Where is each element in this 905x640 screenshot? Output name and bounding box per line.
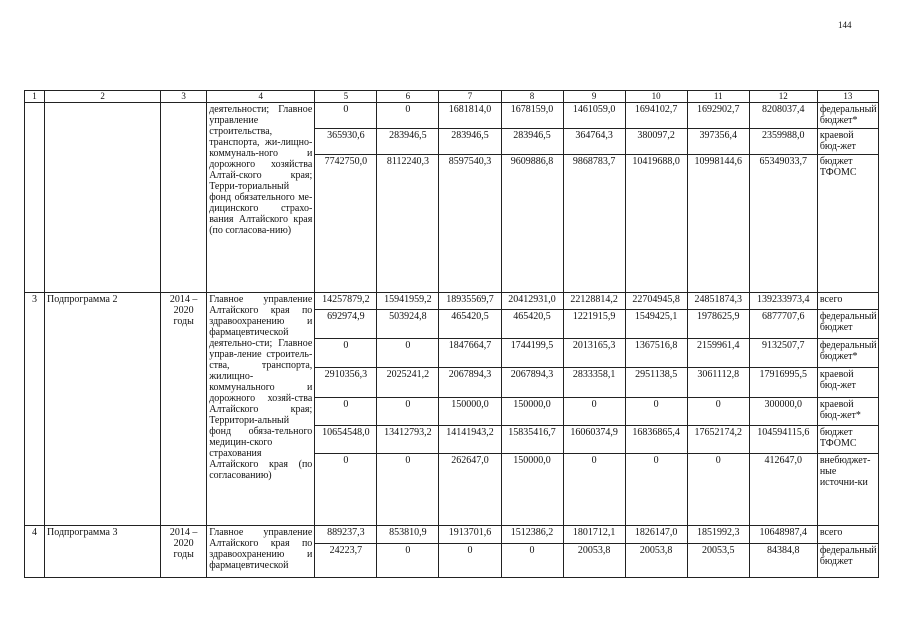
value-cell: 3061112,8 <box>687 368 749 398</box>
value-cell: 1851992,3 <box>687 526 749 544</box>
value-cell: 10419688,0 <box>625 155 687 293</box>
value-cell: 16060374,9 <box>563 426 625 454</box>
value-cell: 0 <box>377 103 439 129</box>
value-cell: 1801712,1 <box>563 526 625 544</box>
value-cell: 0 <box>377 454 439 526</box>
value-cell: 8112240,3 <box>377 155 439 293</box>
value-cell: 2159961,4 <box>687 339 749 368</box>
value-cell: 1692902,7 <box>687 103 749 129</box>
value-cell: 1744199,5 <box>501 339 563 368</box>
page-number: 144 <box>838 20 852 30</box>
funding-source: краевой бюд-жет <box>817 129 878 155</box>
responsible-executor: Главное управление Алтайского края по здравоохранению и фармацевтической деятельно-сти; Главное управ-ление строитель-ства, транспорта, жилищно-коммунального и дорожного хозяй-ства Алтайского края; Территори-альный фонд обяза-тельного медицин-ского страхования Алтайского края (по согласованию) <box>207 293 315 526</box>
value-cell: 0 <box>687 454 749 526</box>
column-number: 12 <box>749 91 817 103</box>
column-number: 5 <box>315 91 377 103</box>
value-cell: 1549425,1 <box>625 310 687 339</box>
value-cell: 889237,3 <box>315 526 377 544</box>
value-cell: 20053,5 <box>687 544 749 578</box>
value-cell: 364764,3 <box>563 129 625 155</box>
value-cell: 0 <box>377 544 439 578</box>
value-cell: 9868783,7 <box>563 155 625 293</box>
value-cell: 2833358,1 <box>563 368 625 398</box>
column-number: 7 <box>439 91 501 103</box>
value-cell: 139233973,4 <box>749 293 817 310</box>
value-cell: 2067894,3 <box>501 368 563 398</box>
value-cell: 10654548,0 <box>315 426 377 454</box>
value-cell: 2025241,2 <box>377 368 439 398</box>
period: 2014 – 2020 годы <box>161 526 207 578</box>
funding-source: краевой бюд-жет* <box>817 398 878 426</box>
subprogram-name <box>45 103 161 293</box>
value-cell: 14141943,2 <box>439 426 501 454</box>
value-cell: 9132507,7 <box>749 339 817 368</box>
value-cell: 465420,5 <box>501 310 563 339</box>
funding-source: всего <box>817 526 878 544</box>
funding-source: бюджет ТФОМС <box>817 155 878 293</box>
column-number: 2 <box>45 91 161 103</box>
column-number: 11 <box>687 91 749 103</box>
value-cell: 0 <box>439 544 501 578</box>
responsible-executor: деятельности; Главное управление строительства, транспорта, жи-лищно-коммуналь-ного и дорожного хозяйства Алтай-ского края; Терри-ториальный фонд обязательного ме-дицинского страхо-вания Алтайского края (по согласова-нию) <box>207 103 315 293</box>
value-cell: 8208037,4 <box>749 103 817 129</box>
value-cell: 1461059,0 <box>563 103 625 129</box>
value-cell: 9609886,8 <box>501 155 563 293</box>
value-cell: 1367516,8 <box>625 339 687 368</box>
value-cell: 14257879,2 <box>315 293 377 310</box>
value-cell: 300000,0 <box>749 398 817 426</box>
column-number-row <box>25 91 879 103</box>
value-cell: 17916995,5 <box>749 368 817 398</box>
value-cell: 2951138,5 <box>625 368 687 398</box>
value-cell: 84384,8 <box>749 544 817 578</box>
value-cell: 1221915,9 <box>563 310 625 339</box>
table-row <box>25 526 879 544</box>
value-cell: 412647,0 <box>749 454 817 526</box>
row-index: 4 <box>25 526 45 578</box>
value-cell: 2910356,3 <box>315 368 377 398</box>
value-cell: 0 <box>377 398 439 426</box>
value-cell: 2359988,0 <box>749 129 817 155</box>
value-cell: 150000,0 <box>439 398 501 426</box>
funding-source: федеральный бюджет* <box>817 103 878 129</box>
value-cell: 22704945,8 <box>625 293 687 310</box>
value-cell: 15941959,2 <box>377 293 439 310</box>
value-cell: 1826147,0 <box>625 526 687 544</box>
value-cell: 1681814,0 <box>439 103 501 129</box>
value-cell: 1512386,2 <box>501 526 563 544</box>
value-cell: 0 <box>625 454 687 526</box>
value-cell: 1978625,9 <box>687 310 749 339</box>
value-cell: 0 <box>687 398 749 426</box>
value-cell: 0 <box>315 454 377 526</box>
value-cell: 0 <box>501 544 563 578</box>
value-cell: 380097,2 <box>625 129 687 155</box>
table-body <box>25 91 879 578</box>
value-cell: 397356,4 <box>687 129 749 155</box>
value-cell: 262647,0 <box>439 454 501 526</box>
funding-source: федеральный бюджет <box>817 544 878 578</box>
value-cell: 6877707,6 <box>749 310 817 339</box>
subprogram-name: Подпрограмма 2 <box>45 293 161 526</box>
period: 2014 – 2020 годы <box>161 293 207 526</box>
value-cell: 283946,5 <box>439 129 501 155</box>
value-cell: 853810,9 <box>377 526 439 544</box>
value-cell: 150000,0 <box>501 454 563 526</box>
subprogram-name: Подпрограмма 3 <box>45 526 161 578</box>
value-cell: 0 <box>315 398 377 426</box>
value-cell: 10648987,4 <box>749 526 817 544</box>
value-cell: 7742750,0 <box>315 155 377 293</box>
value-cell: 18935569,7 <box>439 293 501 310</box>
value-cell: 10998144,6 <box>687 155 749 293</box>
column-number: 13 <box>817 91 878 103</box>
table-row <box>25 293 879 310</box>
column-number: 10 <box>625 91 687 103</box>
funding-source: всего <box>817 293 878 310</box>
value-cell: 20412931,0 <box>501 293 563 310</box>
row-index: 3 <box>25 293 45 526</box>
value-cell: 65349033,7 <box>749 155 817 293</box>
value-cell: 1847664,7 <box>439 339 501 368</box>
value-cell: 503924,8 <box>377 310 439 339</box>
value-cell: 1678159,0 <box>501 103 563 129</box>
value-cell: 13412793,2 <box>377 426 439 454</box>
value-cell: 0 <box>315 339 377 368</box>
value-cell: 24223,7 <box>315 544 377 578</box>
period <box>161 103 207 293</box>
value-cell: 22128814,2 <box>563 293 625 310</box>
value-cell: 150000,0 <box>501 398 563 426</box>
value-cell: 8597540,3 <box>439 155 501 293</box>
value-cell: 20053,8 <box>563 544 625 578</box>
column-number: 9 <box>563 91 625 103</box>
value-cell: 0 <box>563 398 625 426</box>
funding-source: бюджет ТФОМС <box>817 426 878 454</box>
value-cell: 0 <box>315 103 377 129</box>
value-cell: 283946,5 <box>377 129 439 155</box>
column-number: 6 <box>377 91 439 103</box>
funding-source: федеральный бюджет <box>817 310 878 339</box>
budget-table <box>24 90 879 578</box>
value-cell: 1694102,7 <box>625 103 687 129</box>
value-cell: 465420,5 <box>439 310 501 339</box>
value-cell: 20053,8 <box>625 544 687 578</box>
value-cell: 0 <box>625 398 687 426</box>
column-number: 3 <box>161 91 207 103</box>
value-cell: 24851874,3 <box>687 293 749 310</box>
funding-source: внебюджет-ные источни-ки <box>817 454 878 526</box>
funding-source: краевой бюд-жет <box>817 368 878 398</box>
funding-source: федеральный бюджет* <box>817 339 878 368</box>
value-cell: 2013165,3 <box>563 339 625 368</box>
column-number: 8 <box>501 91 563 103</box>
value-cell: 365930,6 <box>315 129 377 155</box>
table-row <box>25 103 879 129</box>
value-cell: 16836865,4 <box>625 426 687 454</box>
value-cell: 2067894,3 <box>439 368 501 398</box>
value-cell: 104594115,6 <box>749 426 817 454</box>
value-cell: 0 <box>377 339 439 368</box>
column-number: 1 <box>25 91 45 103</box>
value-cell: 0 <box>563 454 625 526</box>
responsible-executor: Главное управление Алтайского края по здравоохранению и фармацевтической <box>207 526 315 578</box>
value-cell: 283946,5 <box>501 129 563 155</box>
value-cell: 17652174,2 <box>687 426 749 454</box>
value-cell: 15835416,7 <box>501 426 563 454</box>
value-cell: 1913701,6 <box>439 526 501 544</box>
column-number: 4 <box>207 91 315 103</box>
row-index <box>25 103 45 293</box>
value-cell: 692974,9 <box>315 310 377 339</box>
